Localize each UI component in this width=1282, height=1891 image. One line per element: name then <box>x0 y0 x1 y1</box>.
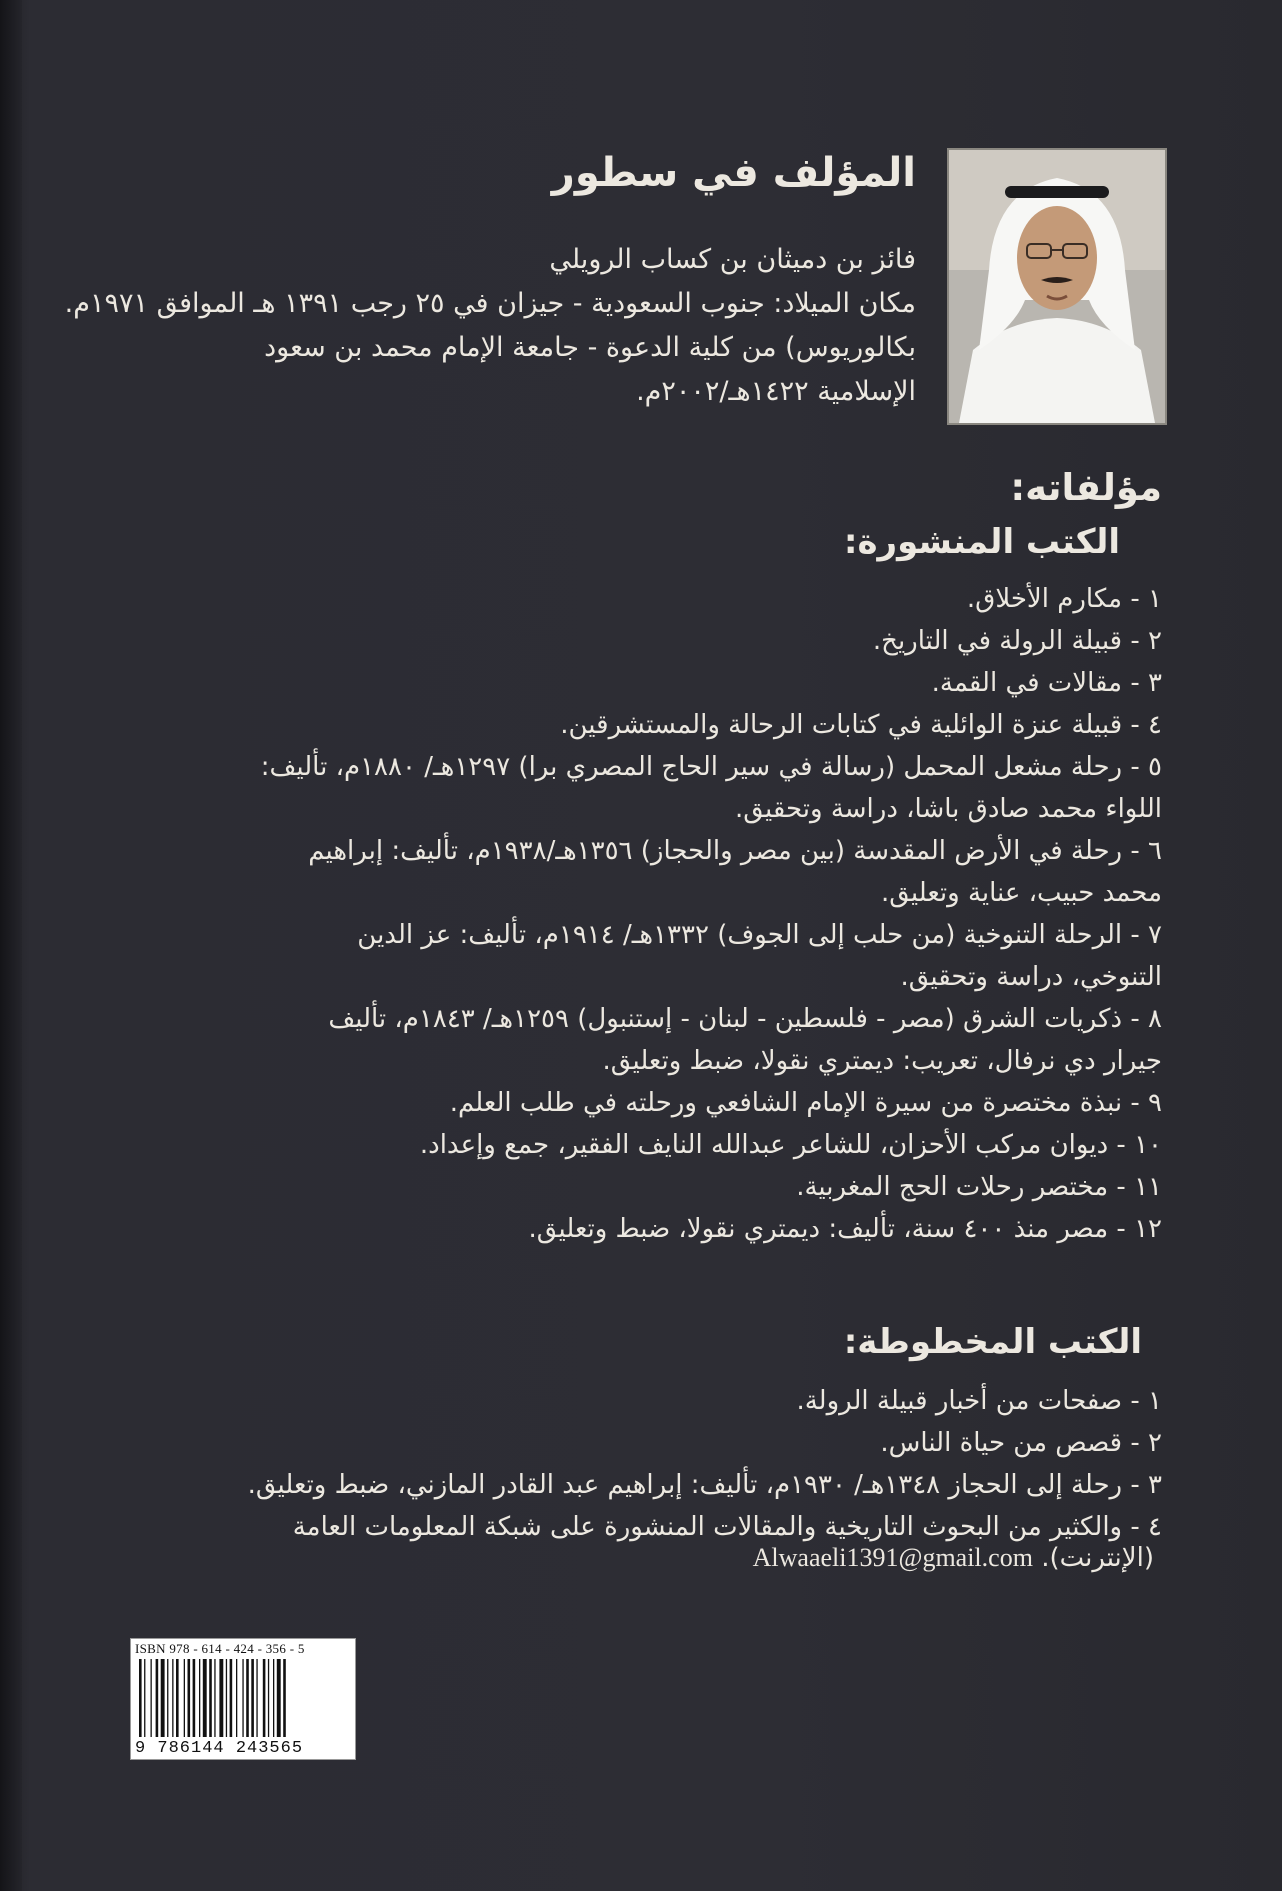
works-heading: مؤلفاته: <box>1010 466 1162 509</box>
barcode-bar <box>256 1659 257 1737</box>
isbn-barcode <box>130 1638 356 1760</box>
barcode-bar <box>139 1659 142 1737</box>
author-name: فائز بن دميثان بن كساب الرويلي <box>549 244 916 275</box>
list-item: ١ - مكارم الأخلاق. <box>966 584 1162 614</box>
barcode-bar <box>273 1659 274 1737</box>
barcode-bar <box>188 1659 191 1737</box>
barcode-bar <box>193 1659 196 1737</box>
list-item: ٩ - نبذة مختصرة من سيرة الإمام الشافعي ورحلته في طلب العلم. <box>449 1088 1162 1118</box>
barcode-bar <box>184 1659 185 1737</box>
barcode-bar <box>263 1659 266 1737</box>
manuscript-books-list <box>152 1380 1162 1548</box>
author-birthplace: مكان الميلاد: جنوب السعودية - جيزان في ٢٥ رجب ١٣٩١ هـ الموافق ١٩٧١م. <box>64 288 916 319</box>
barcode-bar <box>156 1659 159 1737</box>
barcode-bar <box>219 1659 223 1737</box>
list-item: ٧ - الرحلة التنوخية (من حلب إلى الجوف) ١٣٣٢هـ/ ١٩١٤م، تأليف: عز الدين <box>357 920 1162 950</box>
list-item: جيرار دي نرفال، تعريب: ديمتري نقولا، ضبط وتعليق. <box>602 1046 1162 1076</box>
author-degree: بكالوريوس) من كلية الدعوة - جامعة الإمام محمد بن سعود <box>264 332 916 363</box>
list-item: محمد حبيب، عناية وتعليق. <box>880 878 1162 908</box>
barcode-bar <box>172 1659 173 1737</box>
list-item: ٨ - ذكريات الشرق (مصر - فلسطين - لبنان - إستنبول) ١٢٥٩هـ/ ١٨٤٣م، تأليف <box>328 1004 1162 1034</box>
list-item: اللواء محمد صادق باشا، دراسة وتحقيق. <box>735 794 1162 824</box>
list-item: ٣ - رحلة إلى الحجاز ١٣٤٨هـ/ ١٩٣٠م، تأليف: إبراهيم عبد القادر المازني، ضبط وتعليق. <box>247 1470 1162 1500</box>
published-books-list <box>152 578 1162 1250</box>
list-item: ٢ - قبيلة الرولة في التاريخ. <box>872 626 1162 656</box>
barcode-bar <box>242 1659 243 1737</box>
barcode-bar <box>144 1659 145 1737</box>
email-line <box>753 1543 1154 1573</box>
list-item: ١١ - مختصر رحلات الحج المغربية. <box>796 1172 1162 1202</box>
spine-edge <box>0 0 22 1891</box>
list-item: ٢ - قصص من حياة الناس. <box>880 1428 1162 1458</box>
list-item: ١٠ - ديوان مركب الأحزان، للشاعر عبدالله النايف الفقير، جمع وإعداد. <box>419 1130 1162 1160</box>
author-degree-date: الإسلامية ١٤٢٢هـ/٢٠٠٢م. <box>636 376 916 407</box>
barcode-bar <box>199 1659 200 1737</box>
barcode-bar <box>277 1659 281 1737</box>
list-item: ٤ - والكثير من البحوث التاريخية والمقالات المنشورة على شبكة المعلومات العامة <box>292 1512 1162 1542</box>
list-item: ٥ - رحلة مشعل المحمل (رسالة في سير الحاج المصري برا) ١٢٩٧هـ/ ١٨٨٠م، تأليف: <box>260 752 1162 782</box>
barcode-bar <box>167 1659 168 1737</box>
email-prefix: (الإنترنت). <box>1041 1543 1154 1573</box>
barcode-bar <box>203 1659 207 1737</box>
author-heading: المؤلف في سطور <box>551 150 916 196</box>
published-books-heading: الكتب المنشورة: <box>843 522 1120 562</box>
author-photo <box>947 148 1167 425</box>
list-item: ١٢ - مصر منذ ٤٠٠ سنة، تأليف: ديمتري نقولا، ضبط وتعليق. <box>528 1214 1162 1244</box>
manuscript-books-heading: الكتب المخطوطة: <box>843 1322 1142 1362</box>
barcode-bar <box>268 1659 269 1737</box>
barcode-bar <box>283 1659 286 1737</box>
list-item: ٤ - قبيلة عنزة الوائلية في كتابات الرحالة والمستشرقين. <box>560 710 1162 740</box>
barcode-bar <box>251 1659 254 1737</box>
author-portrait-illustration <box>949 150 1165 423</box>
barcode-bar <box>209 1659 212 1737</box>
barcode-digits: 9 786144 243565 <box>135 1739 304 1758</box>
list-item: ٣ - مقالات في القمة. <box>931 668 1162 698</box>
email-address: Alwaaeli1391@gmail.com <box>752 1543 1033 1572</box>
barcode-bar <box>246 1659 249 1737</box>
list-item: التنوخي، دراسة وتحقيق. <box>900 962 1162 992</box>
barcode-bars <box>139 1659 349 1737</box>
barcode-bar <box>161 1659 165 1737</box>
isbn-label: ISBN 978 - 614 - 424 - 356 - 5 <box>135 1641 305 1656</box>
author-bio <box>64 238 916 414</box>
barcode-bar <box>176 1659 179 1737</box>
list-item: ٦ - رحلة في الأرض المقدسة (بين مصر والحجاز) ١٣٥٦هـ/١٩٣٨م، تأليف: إبراهيم <box>308 836 1162 866</box>
barcode-bar <box>230 1659 233 1737</box>
barcode-bar <box>151 1659 152 1737</box>
list-item: ١ - صفحات من أخبار قبيلة الرولة. <box>796 1386 1162 1416</box>
barcode-bar <box>236 1659 237 1737</box>
barcode-bar <box>226 1659 227 1737</box>
barcode-bar <box>214 1659 215 1737</box>
